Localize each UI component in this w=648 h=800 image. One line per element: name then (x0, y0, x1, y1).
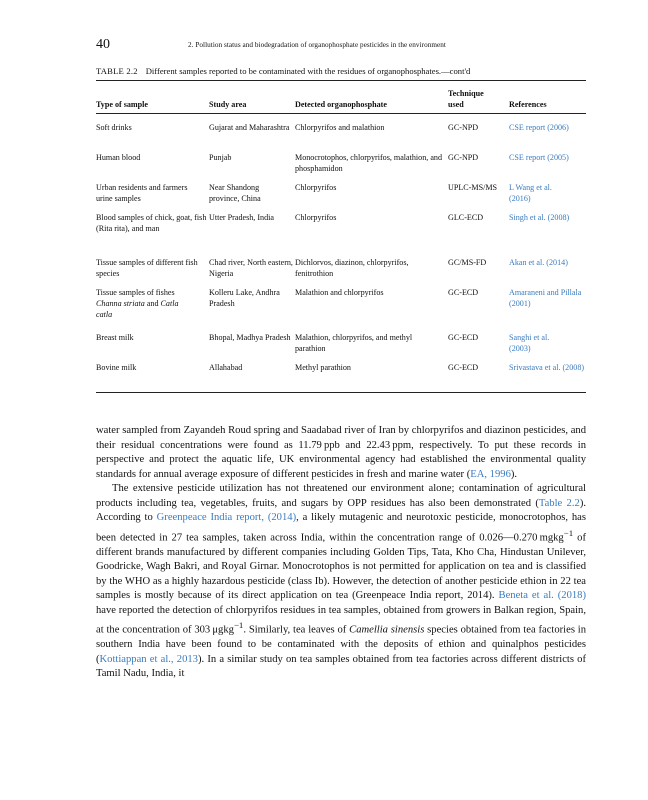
table-caption (96, 66, 470, 76)
table-cell-tech: GC-NPD (448, 153, 479, 162)
table-cell-tech: UPLC-MS/MS (448, 183, 498, 192)
table-cell-tech: GC/MS-FD (448, 258, 487, 267)
table-link[interactable]: Table 2.2 (538, 497, 580, 509)
table-cell-op: Monocrotophos, chlorpyrifos, malathion, and phosphamidon (295, 153, 443, 173)
table-cell-sample: Soft drinks (96, 123, 132, 132)
species-name: Camellia sinensis (349, 624, 425, 636)
table-cell-area: Kolleru Lake, Andhra Pradesh (209, 288, 280, 308)
reference-link[interactable]: Srivastava et al. (2008) (509, 363, 585, 372)
species-name: Catla catla (96, 299, 179, 319)
table-cell-op: Chlorpyrifos (295, 183, 337, 192)
paragraph (96, 424, 586, 482)
table-cell-tech: GC-ECD (448, 363, 479, 372)
table-cell-area: Utter Pradesh, India (209, 213, 274, 222)
citation-link[interactable]: EA, 1996 (470, 468, 511, 480)
citation-link[interactable]: Kottiappan et al., 2013 (99, 653, 198, 665)
paragraph (96, 482, 586, 682)
table-cell-sample: Human blood (96, 153, 141, 162)
column-header-detected-organophosphate: Detected organophosphate (295, 100, 387, 109)
paragraph-text: . Similarly, tea leaves of (243, 624, 350, 636)
table-header-rule (96, 113, 586, 114)
table-cell-area: Gujarat and Maharashtra (209, 123, 290, 132)
reference-link[interactable]: Singh et al. (2008) (509, 213, 570, 222)
running-header (96, 37, 586, 53)
table-cell-tech: GC-ECD (448, 333, 479, 342)
citation-link[interactable]: Beneta et al. (2018) (498, 590, 587, 602)
table-cell-tech: GLC-ECD (448, 213, 484, 222)
reference-link[interactable]: CSE report (2006) (509, 123, 569, 132)
superscript: −1 (563, 527, 574, 538)
column-header-type-of-sample: Type of sample (96, 100, 149, 109)
column-header-study-area: Study area (209, 100, 247, 109)
paragraph-text: The extensive pesticide utilization has not threatened our environment alone; contamination of agricultural products including tea, vegetables, fruits, and sugars by OPP residues has also been demonstrated ( (96, 483, 586, 509)
reference-link[interactable]: L Wang et al. (2016) (509, 183, 552, 203)
table-cell-op: Malathion and chlorpyrifos (295, 288, 384, 297)
paragraph-text: of different brands manufactured by different companies including Golden Tips, Tata, Kho Cha, Hindustan Unilever, Goodricke, Wagh Bakri, and Royal Girnar. Monocrotophos is not permitted for application on tea and is classified by the WHO as a highly hazardous pesticide (class Ib). However, the detection of another pesticide ethion in 22 tea samples is mostly because of its direct application on tea (Greenpeace India report, 2014). (96, 532, 586, 602)
paragraph-text: species obtained from tea factories in southern India have been found to be contaminated with the deposits of ethion and quinalphos pesticides ( (96, 624, 586, 665)
table-cell-sample: Breast milk (96, 333, 134, 342)
table-cell-op: Chlorpyrifos and malathion (295, 123, 385, 132)
table-cell-area: Punjab (209, 153, 232, 162)
table-cell-op: Dichlorvos, diazinon, chlorpyrifos, fenitrothion (295, 258, 409, 278)
table-top-rule (96, 80, 586, 81)
reference-link[interactable]: Sanghi et al. (2003) (509, 333, 550, 353)
table-cell-area: Near Shandong province, China (209, 183, 261, 203)
table-cell-tech: GC-NPD (448, 123, 479, 132)
table-cell-sample: Tissue samples of different fish species (96, 258, 198, 278)
paragraph-text: ). In a similar study on tea samples obtained from tea factories across different districts of Tamil Nadu, India, it (96, 653, 587, 680)
table-cell-op: Malathion, chlorpyrifos, and methyl parathion (295, 333, 413, 353)
paragraph-text: , a likely mutagenic and neurotoxic pesticide, monocrotophos, has been detected in 27 tea samples, taken across India, within the concentration range of 0.026—0.270 mgkg (96, 512, 586, 544)
sample-text: Tissue samples of fishes (96, 288, 175, 297)
paragraph-text: ). (510, 468, 518, 480)
running-title: 2. Pollution status and biodegradation of organophosphate pesticides in the environment (188, 41, 446, 49)
body-text (96, 424, 586, 682)
table-cell-op: Chlorpyrifos (295, 213, 337, 222)
paragraph-text: ). According to (96, 497, 586, 523)
table-cell-sample: Urban residents and farmers urine samples (96, 183, 188, 203)
table-bottom-rule (96, 392, 586, 393)
table-label: TABLE 2.2 (96, 66, 138, 76)
table-cell-area: Chad river, North eastern, Nigeria (209, 258, 293, 278)
reference-link[interactable]: Amaraneni and Pillala (2001) (509, 288, 582, 308)
reference-link[interactable]: CSE report (2005) (509, 153, 569, 162)
table-cell-sample: Blood samples of chick, goat, fish (Rita rita), and man (96, 213, 207, 233)
species-name: Channa striata (96, 299, 145, 308)
table-cell-op: Methyl parathion (295, 363, 351, 372)
table-cell-area: Allahabad (209, 363, 243, 372)
paragraph-text: water sampled from Zayandeh Roud spring and Saadabad river of Iran by chlorpyrifos and diazinon pesticides, and their residual concentrations were found as 11.79 ppb and 22.43 ppm, respectively. To put these records in perspective and protect the aquatic life, UK environmental agency had established the environmental quality standards for annual average exposure of different pesticides in fresh and marine water ( (96, 425, 586, 480)
reference-link[interactable]: Akan et al. (2014) (509, 258, 568, 267)
table-title: Different samples reported to be contaminated with the residues of organophosphates.—cont'd (145, 66, 471, 76)
page-number: 40 (96, 37, 110, 52)
table-cell-sample (96, 287, 196, 320)
paragraph-text: have reported the detection of chlorpyrifos residues in tea samples, obtained from growers in Balkan region, Spain, at the concentration of 303 μgkg (96, 604, 586, 636)
table-cell-area: Bhopal, Madhya Pradesh (209, 333, 291, 342)
citation-link[interactable]: Greenpeace India report, (2014) (156, 512, 297, 523)
superscript: −1 (233, 620, 244, 631)
column-header-technique-used: Technique used (448, 89, 484, 109)
column-header-references: References (509, 100, 547, 109)
table-cell-tech: GC-ECD (448, 288, 479, 297)
table-cell-sample: Bovine milk (96, 363, 137, 372)
sample-text: and (144, 299, 161, 308)
